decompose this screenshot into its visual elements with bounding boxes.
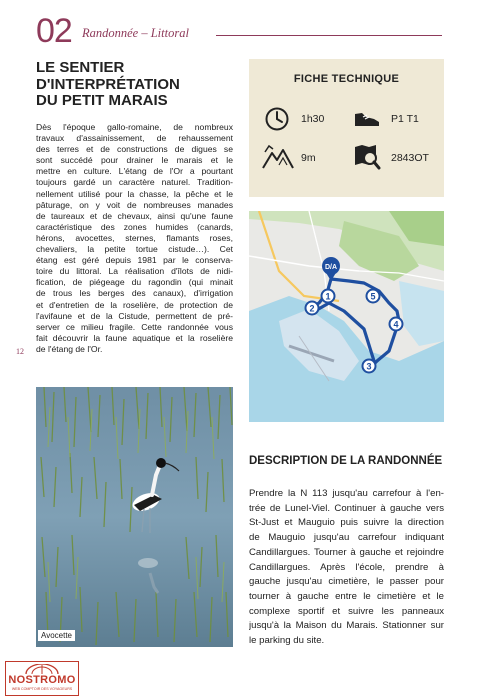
waypoint-label: 1 bbox=[325, 291, 331, 302]
photo-caption: Avocette bbox=[38, 630, 75, 641]
description-line: de Mauguio jusqu'au carrefour indiquant bbox=[249, 532, 444, 544]
description-line: le parking du site. bbox=[249, 635, 325, 647]
body-line: des terres et de constructions de digues se bbox=[36, 144, 233, 155]
body-line: pâturage, on y voit de nombreuses manades bbox=[36, 199, 233, 210]
fiche-title: FICHE TECHNIQUE bbox=[293, 73, 400, 85]
hiking-shoe-icon bbox=[352, 108, 382, 130]
title-line: DU PETIT MARAIS bbox=[36, 92, 168, 109]
route-map bbox=[249, 211, 444, 422]
intro-text bbox=[36, 122, 233, 355]
body-line: nellement utilisé pour la chasse, la pêche et le bbox=[36, 188, 233, 199]
waypoint-label: 2 bbox=[309, 303, 315, 314]
map-reference-value: 2843OT bbox=[391, 152, 429, 164]
description-line: jusqu'à la Maison du Marais. Stationner sur bbox=[249, 620, 444, 632]
waypoint-2 bbox=[306, 302, 319, 315]
description-title: DESCRIPTION DE LA RANDONNÉE bbox=[249, 455, 443, 467]
body-line: mettre en culture. L'étang de l'Or a pourtant bbox=[36, 166, 233, 177]
clock-icon bbox=[264, 106, 290, 132]
page-title bbox=[36, 60, 236, 110]
description-line: St-Just et Mauguio puis suivre la direction bbox=[249, 517, 444, 529]
fiche-technique-box bbox=[249, 59, 444, 197]
title-line: LE SENTIER bbox=[36, 59, 125, 76]
map-magnifier-icon bbox=[352, 143, 382, 171]
description-line: gauche jusqu'au cimetière, le passer pour bbox=[249, 576, 444, 588]
chapter-category: Randonnée – Littoral bbox=[82, 26, 189, 40]
chapter-number: 02 bbox=[36, 12, 72, 50]
body-line: caractéristique des zones humides (canards, bbox=[36, 221, 233, 232]
waypoint-3 bbox=[363, 360, 376, 373]
waypoint-5 bbox=[367, 290, 380, 303]
body-line: toire du littoral. La réalisation d'îlots de nidi- bbox=[36, 266, 233, 277]
waypoint-label: 4 bbox=[393, 319, 399, 330]
nostromo-logo bbox=[5, 661, 79, 696]
body-line: et d'entretien de la roselière, de protection de bbox=[36, 299, 233, 310]
title-line: D'INTERPRÉTATION bbox=[36, 75, 180, 93]
logo-tagline: WEB COMPTOIR DES VOYAGEURS bbox=[11, 687, 73, 691]
body-line: l'avifaune et de la Cistude, permettent de pré- bbox=[36, 310, 233, 321]
level-value: P1 T1 bbox=[391, 113, 419, 125]
description-line: Prendre la N 113 jusqu'au carrefour à l'en- bbox=[249, 488, 444, 499]
body-line: fication, de piégeage du ragondin (qui minait bbox=[36, 277, 233, 288]
body-line: de taureaux et de chevaux, ainsi qu'une faune bbox=[36, 210, 233, 221]
duration-value: 1h30 bbox=[301, 113, 325, 125]
description-text bbox=[249, 487, 444, 649]
header-rule bbox=[216, 35, 442, 36]
description-line: trée de Lunel-Viel. Continuer à gauche vers bbox=[249, 502, 444, 514]
start-label: D/A bbox=[324, 264, 338, 271]
body-line: étang est géré depuis 1981 par le conserva- bbox=[36, 255, 233, 266]
logo-name: NOSTROMO bbox=[8, 674, 76, 686]
mountain-elevation-icon bbox=[261, 143, 295, 171]
waypoint-4 bbox=[390, 318, 403, 331]
body-line: Dès l'époque gallo-romaine, de nombreux bbox=[36, 122, 233, 132]
description-line: tourner à gauche entre le cimetière et le bbox=[249, 590, 444, 602]
body-line: travaux d'assainissement, de rehaussement bbox=[36, 133, 233, 144]
waypoint-label: 5 bbox=[370, 291, 376, 302]
avocet-photo bbox=[36, 387, 233, 647]
body-line: de trous les berges des canaux), d'irrigation bbox=[36, 288, 233, 299]
waypoint-label: 3 bbox=[366, 361, 372, 372]
body-line: hérons, avocettes, sternes, flamants roses, bbox=[36, 232, 233, 243]
body-line: fait découvrir la faune aquatique et la roselière bbox=[36, 332, 233, 343]
body-line: toujours gardé un caractère naturel. Tradition- bbox=[36, 177, 233, 188]
description-line: complexe sportif et suivre les panneaux bbox=[249, 605, 444, 617]
description-line: Candillargues. Tourner à gauche et rejoindre bbox=[249, 546, 444, 558]
page-number: 12 bbox=[16, 347, 24, 356]
description-line: Candillargues. Après l'école, prendre à bbox=[249, 561, 444, 573]
waypoint-1 bbox=[322, 290, 335, 303]
globe-icon bbox=[24, 664, 60, 674]
elevation-value: 9m bbox=[301, 152, 316, 164]
body-line: chevaliers, la petite tortue cistude…). Cet bbox=[36, 244, 233, 255]
body-line: de l'étang de l'Or. bbox=[36, 343, 103, 354]
body-line: sont succédé pour drainer le marais et le bbox=[36, 155, 233, 166]
body-line: server ce milieu fragile. Cette randonnée vous bbox=[36, 321, 233, 332]
